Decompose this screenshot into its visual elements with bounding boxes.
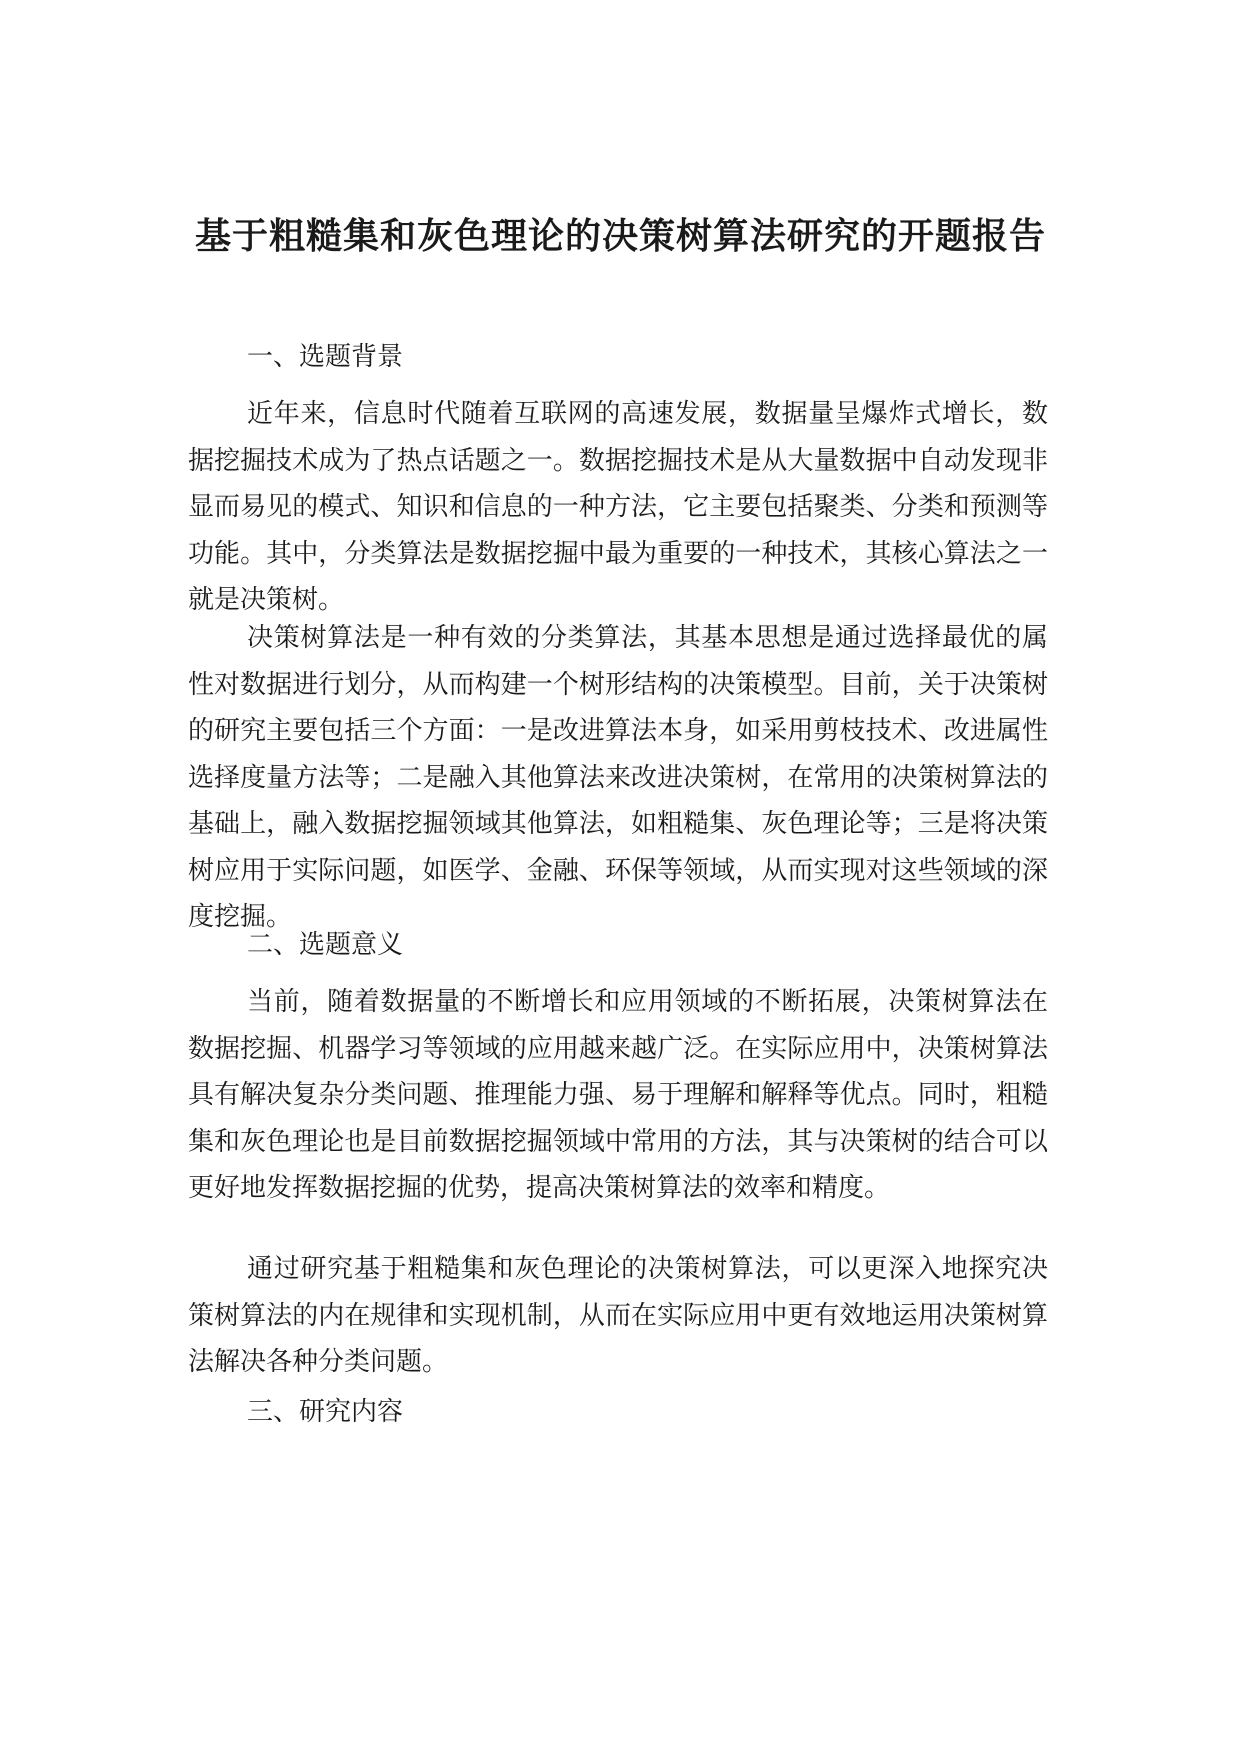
paragraph-background-2: 决策树算法是一种有效的分类算法，其基本思想是通过选择最优的属性对数据进行划分，从而构建一个树形结构的决策模型。目前，关于决策树的研究主要包括三个方面：一是改进算法本身，如采用剪枝技术、改进属性选择度量方法等；二是融入其他算法来改进决策树，在常用的决策树算法的基础上，融入数据挖掘领域其他算法，如粗糙集、灰色理论等；三是将决策树应用于实际问题，如医学、金融、环保等领域，从而实现对这些领域的深度挖掘。 [188,623,1048,932]
section-heading-background: 一、选题背景 [247,342,404,372]
paragraph-significance-1: 当前，随着数据量的不断增长和应用领域的不断拓展，决策树算法在数据挖掘、机器学习等领域的应用越来越广泛。在实际应用中，决策树算法具有解决复杂分类问题、推理能力强、易于理解和解释等优点。同时，粗糙集和灰色理论也是目前数据挖掘领域中常用的方法，其与决策树的结合可以更好地发挥数据挖掘的优势，提高决策树算法的效率和精度。 [188,987,1048,1203]
document-title: 基于粗糙集和灰色理论的决策树算法研究的开题报告 [194,216,1046,258]
section-heading-significance: 二、选题意义 [247,930,404,960]
section-heading-content: 三、研究内容 [247,1397,404,1427]
paragraph-background-1: 近年来，信息时代随着互联网的高速发展，数据量呈爆炸式增长，数据挖掘技术成为了热点话题之一。数据挖掘技术是从大量数据中自动发现非显而易见的模式、知识和信息的一种方法，它主要包括聚类、分类和预测等功能。其中，分类算法是数据挖掘中最为重要的一种技术，其核心算法之一就是决策树。 [188,399,1048,615]
paragraph-significance-2: 通过研究基于粗糙集和灰色理论的决策树算法，可以更深入地探究决策树算法的内在规律和实现机制，从而在实际应用中更有效地运用决策树算法解决各种分类问题。 [188,1254,1048,1377]
